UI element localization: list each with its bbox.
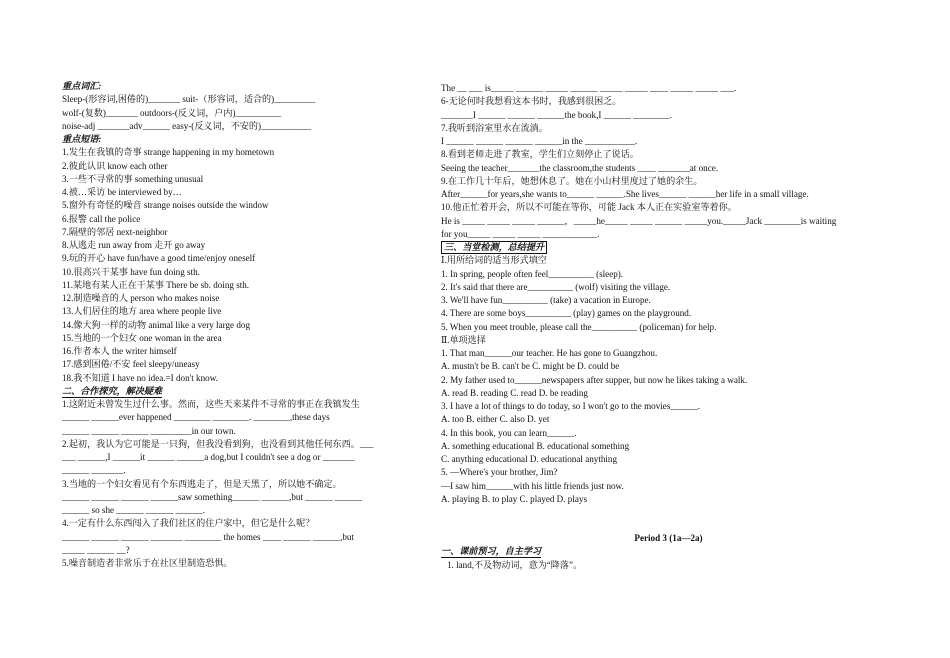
text-line: 10.很高兴干某事 have fun doing sth. <box>62 266 200 277</box>
text-line: 5.窗外有奇怪的噪音 strange noises outside the window <box>62 200 269 211</box>
text-line: He is _____ _____ _____ ______，_____he_____ _____ ______ _____you._____Jack ________is waiting <box>441 215 837 226</box>
text-line: ______ so she ______ ______ ______. <box>62 505 205 515</box>
text-line: —I saw him______with his little friends just now. <box>441 480 624 491</box>
text-line: C. anything educational D. educational anything <box>441 454 618 464</box>
section-2-list <box>62 398 380 570</box>
text-line: 1. That man______our teacher. He has gone to Guangzhou. <box>441 348 658 358</box>
part-2-list <box>441 347 896 506</box>
text-line: _______I ______ ______ ______the book,I ______ ________. <box>441 109 672 120</box>
text-line: noise-adj _______adv______ easy-(反义词，不安的)___________ <box>62 120 312 131</box>
text-line: 6-无论何时我想看这本书时，我感到很困乏。 <box>441 96 622 107</box>
text-line: 5. When you meet trouble, please call the__________ (policeman) for help. <box>441 321 717 332</box>
text-line: 1.这附近未曾发生过什么事。然而，这些天来某件不寻常的事正在我镇发生 <box>62 399 360 409</box>
left-column <box>62 80 380 570</box>
text-line: for you_____ _____ _____ ____________. <box>441 228 600 239</box>
text-line: 16.作者本人 the writer himself <box>62 346 177 356</box>
text-line: 1.发生在我镇的奇事 strange happening in my hometown <box>62 147 275 158</box>
text-line: 2. My father used to______newspapers after supper, but now he likes taking a walk. <box>441 374 748 385</box>
right-column <box>441 82 896 572</box>
text-line: ______ ______ever happened ________ ________. ________,these days <box>62 412 330 423</box>
text-line: Seeing the teacher_______the classroom,the students ____ _______at once. <box>441 162 719 173</box>
section-3-heading: 三、当堂检测，总结提升 <box>441 241 547 254</box>
text-line: 18.我不知道 I have no idea.=I don't know. <box>62 372 218 383</box>
translation-continued-list <box>441 82 896 241</box>
phrases-heading: 重点短语: <box>62 134 102 144</box>
part-1-list <box>441 268 896 334</box>
text-line: A. read B. reading C. read D. be reading <box>441 387 588 398</box>
text-line: A. too B. either C. also D. yet <box>441 414 550 425</box>
text-line: ______ ______ ______ ______saw something______ ______,but ______ ______ <box>62 491 363 502</box>
text-line: 4. There are some boys__________ (play) games on the playground. <box>441 308 692 319</box>
text-line: ___ ______,I ______it ______ ______a dog,but I couldn't see a dog or _______ <box>62 452 355 462</box>
text-line: 9.玩的开心 have fun/have a good time/enjoy oneself <box>62 253 256 264</box>
text-line: 9.在工作几十年后，她想休息了。她在小山村里度过了她的余生。 <box>441 175 703 186</box>
text-line: A. mustn't be B. can't be C. might be D. could be <box>441 361 620 372</box>
section-2-heading: 二、合作探究，解决疑难 <box>62 385 163 396</box>
text-line: 3. We'll have fun__________ (take) a vacation in Europe. <box>441 295 651 305</box>
text-line: I ______ ______ ______ ______in the ___________. <box>441 136 638 146</box>
text-line: 2.起初，我认为它可能是一只狗，但我没看到狗，也没看到其他任何东西。___ <box>62 438 374 449</box>
part-2-heading: Ⅱ.单项选择 <box>441 334 486 345</box>
text-line: 17.感到困倦/不安 feel sleepy/uneasy <box>62 359 200 370</box>
text-line: ______ _______. <box>62 465 126 476</box>
text-line: A. something educational B. educational something <box>441 440 630 451</box>
text-line: _____ ______ __? <box>62 544 130 555</box>
text-line: The __ ___ is_____ ______ _____ ______ _____ _____ ____ _____ _____ ___. <box>441 83 737 93</box>
text-line: 1. In spring, people often feel__________ (sleep). <box>441 268 624 279</box>
text-line: 5.噪音制造者非常乐于在社区里制造恐惧。 <box>62 558 233 568</box>
text-line: 14.像大狗一样的动物 animal like a very large dog <box>62 319 250 330</box>
text-line: 2.彼此认识 know each other <box>62 160 168 171</box>
vocab-heading: 重点词汇: <box>62 81 102 91</box>
text-line: 3.一些不寻常的事 something unusual <box>62 173 204 184</box>
text-line: 15.当地的一个妇女 one woman in the area <box>62 332 222 343</box>
text-line: Sleep-(形容词,困倦的)_______ suit-（形容词，适合的)_________ <box>62 94 316 105</box>
final-line: 1. land,不及物动词，意为“降落”。 <box>447 559 583 570</box>
text-line: 3. I have a lot of things to do today, so I won't go to the movies______. <box>441 401 700 411</box>
text-line: ______ ______ ______ _______ ________ the homes ____ ______ ______,but <box>62 531 355 542</box>
text-line: ______ ______ ______ _________in our town. <box>62 425 236 436</box>
text-line: 10.他正忙着开会，所以不可能在等你，可能 Jack 本人正在实验室等着你。 <box>441 202 737 213</box>
period-title: Period 3 (1a—2a) <box>634 533 703 543</box>
phrase-list <box>62 146 380 385</box>
text-line: 8.从逃走 run away from 走开 go away <box>62 240 206 250</box>
vocab-list <box>62 93 380 133</box>
text-line: wolf-(复数)_______ outdoors-(反义词，户内)__________ <box>62 107 281 118</box>
text-line: 4.被…采访 be interviewed by… <box>62 187 182 197</box>
text-line: 2. It's said that there are__________ (wolf) visiting the village. <box>441 281 671 292</box>
text-line: 4.一定有什么东西闯入了我们社区的住户家中，但它是什么呢？ <box>62 518 315 529</box>
text-line: 7.隔壁的邻居 next-neighbor <box>62 226 168 237</box>
text-line: 11.某地有某人正在干某事 There be sb. doing sth. <box>62 279 250 290</box>
text-line: After______for years,she wants to______ ______.She lives______ ______her life in a small village. <box>441 189 809 199</box>
text-line: 6.报警 call the police <box>62 213 141 224</box>
section-1-heading: 一、课前预习，自主学习 <box>441 546 542 557</box>
text-line: A. playing B. to play C. played D. plays <box>441 493 587 504</box>
text-line: 12.制造噪音的人 person who makes noise <box>62 293 220 303</box>
text-line: 5. —Where's your brother, Jim? <box>441 467 558 478</box>
text-line: 8.看到老师走进了教室，学生们立刻停止了说话。 <box>441 149 639 160</box>
text-line: 13.人们居住的地方 area where people live <box>62 306 222 317</box>
text-line: 4. In this book, you can learn______. <box>441 427 577 438</box>
text-line: 7.我听到浴室里水在流淌。 <box>441 122 548 133</box>
text-line: 3.当地的一个妇女看见有个东西逃走了，但是天黑了，所以她不确定。 <box>62 478 342 489</box>
part-1-heading: Ⅰ.用所给词的适当形式填空 <box>441 255 547 266</box>
